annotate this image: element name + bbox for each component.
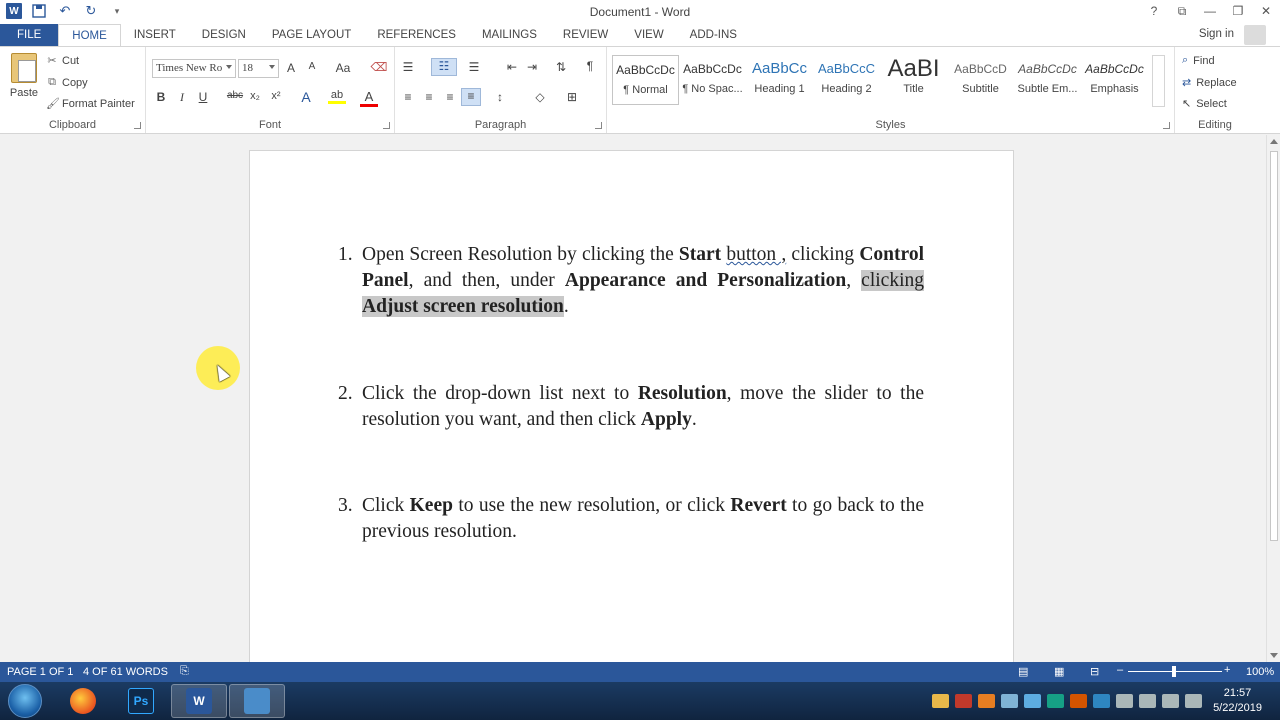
find-button[interactable]	[1182, 54, 1215, 67]
borders-icon[interactable]: ⊞	[566, 90, 578, 104]
style-sample: AaBI	[887, 55, 940, 82]
tab-view[interactable]: VIEW	[634, 29, 664, 41]
font-group-label: Font	[258, 119, 281, 131]
text-run: , and then, under	[408, 270, 565, 291]
word-app-icon[interactable]: W	[6, 3, 22, 19]
title-bar	[0, 0, 1280, 24]
strikethrough-button[interactable]: abc	[226, 90, 244, 101]
ribbon-tabs	[0, 24, 1280, 46]
increase-indent-icon[interactable]: ⇥	[526, 60, 538, 74]
bold-run: Start	[678, 244, 722, 265]
copy-label: Copy	[62, 76, 88, 89]
tray-app-icon[interactable]	[978, 694, 995, 708]
list-number: 2.	[338, 383, 353, 404]
action-center-icon[interactable]	[1185, 694, 1202, 708]
scroll-up-icon[interactable]	[1270, 139, 1278, 144]
document-page[interactable]	[249, 150, 1014, 662]
style-sample: AaBbCcD	[954, 62, 1007, 76]
vertical-scrollbar[interactable]	[1266, 135, 1280, 662]
taskbar	[0, 682, 1280, 720]
scissors-icon: ✂	[47, 55, 57, 67]
style-name: ¶ Normal	[623, 84, 668, 96]
font-size-select[interactable]	[238, 59, 279, 78]
zoom-slider-thumb[interactable]	[1172, 666, 1176, 677]
style-heading-1[interactable]	[746, 55, 813, 105]
system-tray	[932, 694, 1202, 708]
network-icon[interactable]	[1162, 694, 1179, 708]
tab-design[interactable]: DESIGN	[201, 29, 246, 41]
clipboard-group-label: Clipboard	[48, 119, 97, 131]
zoom-level[interactable]: 100%	[1246, 666, 1275, 678]
web-layout-icon[interactable]: ⊟	[1090, 666, 1100, 678]
sort-icon[interactable]: ⇅	[555, 60, 567, 74]
selected-bold-run: Adjust screen resolution	[362, 296, 564, 317]
list-item[interactable]	[338, 381, 924, 433]
format-painter-label: Format Painter	[62, 97, 135, 110]
style-sample: AaBbCcDc	[1085, 62, 1144, 76]
clear-formatting-icon[interactable]: ⌫	[370, 60, 388, 74]
text-run: Click	[362, 495, 410, 516]
multilevel-list-icon[interactable]: ☰	[468, 60, 480, 74]
tab-page-layout[interactable]: PAGE LAYOUT	[271, 29, 352, 41]
style-sample: AaBbCcC	[817, 61, 876, 76]
tab-mailings[interactable]: MAILINGS	[481, 29, 537, 41]
copy-button[interactable]	[46, 76, 88, 89]
font-size-value: 18	[242, 62, 253, 74]
tab-references[interactable]: REFERENCES	[377, 29, 456, 41]
cut-button[interactable]	[46, 54, 79, 67]
style-name: Subtitle	[962, 83, 999, 95]
tab-review[interactable]: REVIEW	[562, 29, 609, 41]
line-spacing-icon[interactable]: ↕	[497, 90, 503, 104]
paragraph-group-label: Paragraph	[474, 119, 527, 131]
clock[interactable]	[1213, 686, 1262, 716]
align-left-icon[interactable]: ≡	[404, 90, 412, 104]
taskbar-remote-desktop[interactable]	[229, 684, 285, 718]
ribbon-display-options-button[interactable]: ⧉	[1177, 3, 1187, 18]
style-name: Heading 1	[754, 83, 805, 95]
list-item[interactable]	[338, 493, 925, 545]
style-name: Subtle Em...	[1017, 83, 1078, 95]
bold-run: Control Panel	[362, 244, 924, 291]
page-count[interactable]: PAGE 1 OF 1	[7, 666, 74, 678]
customize-qat-icon[interactable]: ▾	[114, 5, 120, 16]
tab-add-ins[interactable]: ADD-INS	[689, 29, 737, 41]
clock-date: 5/22/2019	[1213, 702, 1262, 714]
text-run: to use the new resolution, or click	[452, 495, 731, 516]
select-button[interactable]	[1182, 97, 1227, 110]
highlight-color-button[interactable]: ab	[328, 89, 346, 104]
superscript-button[interactable]: x²	[271, 90, 281, 102]
replace-label: Replace	[1196, 76, 1237, 89]
scroll-down-icon[interactable]	[1270, 653, 1278, 658]
paste-label: Paste	[9, 87, 39, 99]
shrink-font-button[interactable]: A	[308, 61, 316, 72]
style-subtitle[interactable]	[947, 55, 1014, 105]
font-family-select[interactable]	[152, 59, 236, 78]
tab-file[interactable]: FILE	[0, 24, 58, 46]
clipboard-icon	[11, 53, 37, 83]
minimize-button[interactable]: —	[1204, 4, 1216, 18]
tray-app-icon[interactable]	[955, 694, 972, 708]
style-name: Emphasis	[1090, 83, 1139, 95]
tab-insert[interactable]: INSERT	[133, 29, 176, 41]
copy-icon: ⧉	[48, 76, 56, 88]
taskbar-firefox[interactable]	[55, 684, 111, 718]
tray-app-icon[interactable]	[1024, 694, 1041, 708]
taskbar-word[interactable]	[171, 684, 227, 718]
select-label: Select	[1196, 97, 1227, 110]
style-sample: AaBbCc	[751, 60, 808, 77]
firefox-icon	[70, 688, 96, 714]
paste-button[interactable]	[8, 53, 40, 99]
change-case-button[interactable]: Aa	[335, 61, 351, 75]
style-name: Heading 2	[821, 83, 872, 95]
list-number: 3.	[338, 495, 353, 516]
bold-run: Revert	[730, 495, 787, 516]
numbering-icon[interactable]: ☷	[431, 58, 457, 76]
editing-group-label: Editing	[1198, 119, 1232, 131]
style-name: ¶ No Spac...	[682, 83, 743, 95]
text-run: , move the slider to the resolution you want, and then click	[362, 383, 924, 430]
redo-icon[interactable]: ↻	[85, 3, 97, 18]
subscript-button[interactable]: x₂	[250, 90, 260, 102]
bold-run: Apply	[640, 409, 692, 430]
clock-time: 21:57	[1223, 687, 1252, 699]
styles-group-label: Styles	[875, 119, 906, 131]
window-title: Document1 - Word	[589, 5, 691, 19]
replace-icon: ⇄	[1182, 77, 1192, 89]
list-number: 1.	[338, 244, 353, 265]
style-sample: AaBbCcDc	[683, 62, 742, 76]
style-sample: AaBbCcDc	[616, 63, 675, 77]
font-launcher-icon[interactable]	[383, 122, 390, 129]
paragraph-launcher-icon[interactable]	[595, 122, 602, 129]
undo-icon[interactable]: ↶	[59, 3, 71, 18]
search-icon: ⌕	[1182, 54, 1189, 66]
cut-label: Cut	[62, 54, 80, 67]
text-run: .	[563, 296, 569, 317]
style-sample: AaBbCcDc	[1018, 62, 1077, 76]
text-run: Open Screen Resolution by clicking the	[362, 244, 679, 265]
shading-icon[interactable]: ◇	[535, 90, 545, 104]
text-effects-button[interactable]: A	[301, 89, 311, 105]
bold-button[interactable]: B	[156, 90, 166, 104]
status-bar	[0, 662, 1280, 682]
maximize-button[interactable]: ❐	[1232, 4, 1244, 18]
help-button[interactable]: ?	[1150, 4, 1158, 18]
list-item[interactable]	[338, 242, 924, 320]
tray-app-icon[interactable]	[1001, 694, 1018, 708]
align-center-icon[interactable]: ≡	[425, 90, 433, 104]
style-gallery-scroll[interactable]	[1152, 55, 1165, 107]
chevron-down-icon	[226, 65, 232, 69]
paragraph-group	[395, 47, 607, 133]
close-button[interactable]: ✕	[1260, 4, 1272, 18]
style-no-spacing[interactable]	[679, 55, 746, 105]
format-painter-button[interactable]	[46, 97, 135, 110]
style-title[interactable]	[880, 55, 947, 105]
word-icon: W	[186, 688, 212, 714]
proofing-icon[interactable]: ⎘	[180, 665, 189, 677]
font-group	[146, 47, 395, 133]
align-right-icon[interactable]: ≡	[446, 90, 454, 104]
tab-home[interactable]: HOME	[58, 24, 121, 47]
chevron-down-icon	[269, 65, 275, 69]
avatar[interactable]	[1244, 25, 1266, 45]
style-name: Title	[903, 83, 924, 95]
bold-run: Appearance and Personalization	[564, 270, 847, 291]
word-count[interactable]: 4 OF 61 WORDS	[83, 666, 168, 678]
font-family-value: Times New Ro	[156, 62, 223, 74]
selected-text-run: clicking	[861, 270, 924, 291]
tray-folder-icon[interactable]	[932, 694, 949, 708]
style-normal[interactable]	[612, 55, 679, 105]
text-run: to go back to the previous resolution.	[362, 495, 925, 542]
show-formatting-button[interactable]: ¶	[586, 59, 594, 73]
print-layout-icon[interactable]: ▦	[1054, 666, 1065, 678]
photoshop-icon: Ps	[128, 688, 154, 714]
bluetooth-icon[interactable]	[1093, 694, 1110, 708]
underline-button[interactable]: U	[198, 90, 208, 104]
styles-launcher-icon[interactable]	[1163, 122, 1170, 129]
bold-run: Keep	[409, 495, 453, 516]
zoom-out-button[interactable]: –	[1117, 664, 1124, 676]
font-color-button[interactable]: A	[360, 89, 378, 107]
style-gallery	[612, 55, 1166, 107]
style-heading-2[interactable]	[813, 55, 880, 105]
zoom-in-button[interactable]: +	[1224, 664, 1231, 676]
ribbon	[0, 46, 1280, 134]
italic-button[interactable]: I	[180, 90, 184, 104]
clipboard-launcher-icon[interactable]	[134, 122, 141, 129]
find-label: Find	[1193, 54, 1215, 67]
brush-icon: 🖌	[46, 98, 60, 110]
grow-font-button[interactable]: A	[286, 61, 295, 75]
text-run: .	[691, 409, 697, 430]
taskbar-photoshop[interactable]	[113, 684, 169, 718]
start-button-icon[interactable]	[8, 684, 42, 718]
decrease-indent-icon[interactable]: ⇤	[506, 60, 518, 74]
justify-icon[interactable]: ≡	[461, 88, 481, 106]
tray-app-icon[interactable]	[1047, 694, 1064, 708]
document-area[interactable]	[0, 135, 1266, 662]
scrollbar-thumb[interactable]	[1270, 151, 1278, 541]
spelling-flag-run: button ,	[726, 244, 787, 265]
cursor-select-icon: ↖	[1182, 98, 1192, 110]
read-mode-icon[interactable]: ▤	[1018, 666, 1029, 678]
style-subtle-emphasis[interactable]	[1014, 55, 1081, 105]
clipboard-group	[0, 47, 146, 133]
battery-icon[interactable]	[1116, 694, 1133, 708]
style-emphasis[interactable]	[1081, 55, 1148, 105]
text-run: Click the drop-down list next to	[362, 383, 638, 404]
tray-app-icon[interactable]	[1070, 694, 1087, 708]
bold-run: Resolution	[637, 383, 727, 404]
text-run: ,	[846, 270, 862, 291]
volume-icon[interactable]	[1139, 694, 1156, 708]
text-run: clicking	[786, 244, 860, 265]
bullets-icon[interactable]: ☰	[402, 60, 414, 74]
replace-button[interactable]	[1182, 76, 1237, 89]
sign-in-link[interactable]: Sign in	[1198, 28, 1234, 40]
remote-desktop-icon	[244, 688, 270, 714]
